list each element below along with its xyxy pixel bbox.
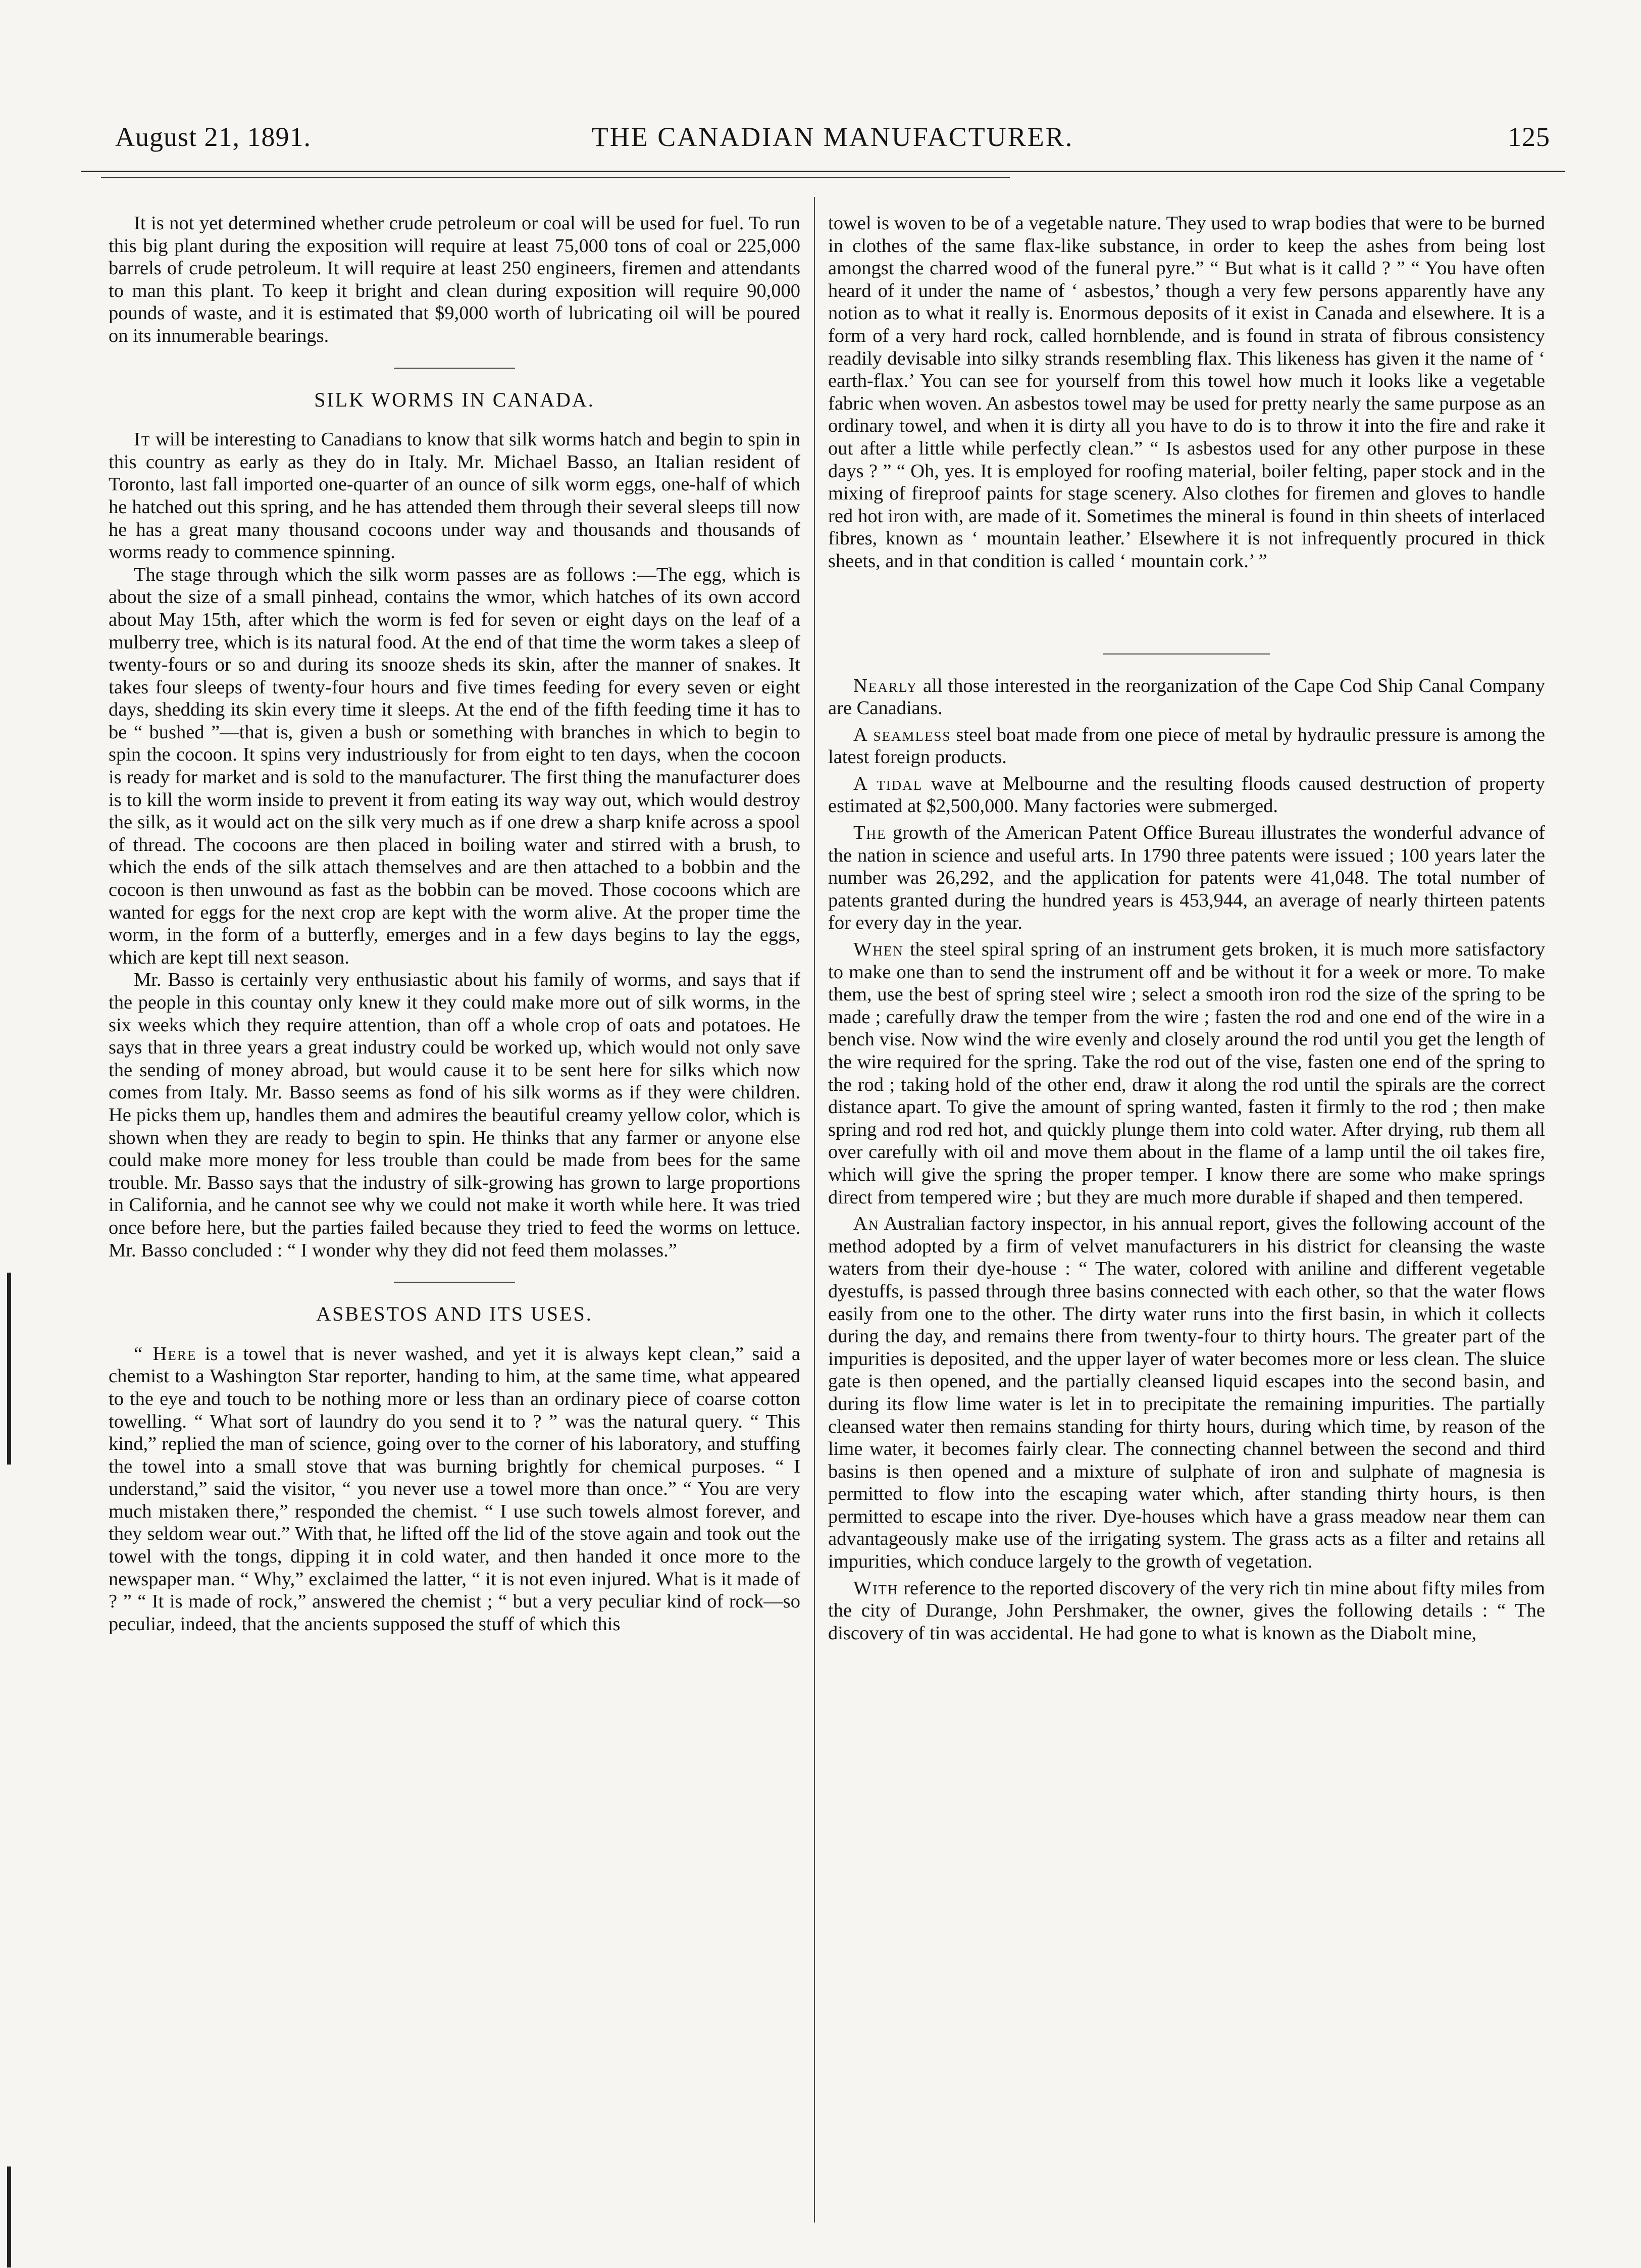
silk-worms-heading: SILK WORMS IN CANADA. bbox=[314, 388, 595, 411]
silk-paragraph-3: Mr. Basso is certainly very enthusiastic about his family of worms, and says that if the people in this countay only knew it they could make more out of silk worms, in the six weeks which they require attention, than off a whole crop of oats and potatoes. He says that in three years a great industry could be worked up, which would not only save the sending of money abroad, but would cause it to be sent here for silks which now comes from Italy. Mr. Basso seems as fond of his silk worms as if they were children. He picks them up, handles them and admires the beautiful creamy yellow color, which is shown when they are ready to begin to spin. He thinks that any farmer or anyone else could make more money for less trouble than could be made from bees for the same trouble. Mr. Basso says that the industry of silk-growing has grown to large proportions in California, and he cannot see why we could not make it worth while here. It was tried once before here, but the parties failed because they tried to feed the worms on lettuce. Mr. Basso concluded : “ I wonder why they did not feed them molasses.” bbox=[109, 969, 800, 1261]
lead-word: The bbox=[853, 822, 887, 844]
scan-edge-mark bbox=[7, 1273, 11, 1465]
tin-mine-item: With reference to the reported discovery of the very rich tin mine about fifty miles from the city of Durange, John Pershmaker, the owner, gives the following details : “ The discovery of tin was accidental. He had gone to what is known as the Diabolt mine, bbox=[828, 1577, 1545, 1644]
lead-word: An bbox=[853, 1213, 880, 1235]
page-number: 125 bbox=[1508, 122, 1550, 152]
steel-boat-item: A seamless steel boat made from one piece of metal by hydraulic pressure is among the latest foreign products. bbox=[828, 724, 1545, 768]
right-column bbox=[828, 212, 1545, 2207]
lead-word: When bbox=[853, 939, 904, 961]
tidal-wave-item: A tidal wave at Melbourne and the resulting floods caused destruction of property estimated at $2,500,000. Many factories were submerged. bbox=[828, 773, 1546, 817]
dye-water-item: An Australian factory inspector, in his annual report, gives the following account of the method adopted by a firm of velvet manufacturers in his district for cleansing the waste waters from their dye-house : “ The water, colored with aniline and different vegetable dyestuffs, is passed through three basins connected with each other, so that the water flows easily from one to the other. The dirty water runs into the first basin, in which it collects during the day, and remains there from twenty-four to thirty hours. The greater part of the impurities is deposited, and the upper layer of water becomes more or less clean. The sluice gate is then opened, and the partially cleansed liquid escapes into the second basin, and during its flow lime water is let in to precipitate the remaining impurities. The partially cleansed water then remains standing for thirty hours, during which time, by reason of the lime water, it becomes fairly clear. The connecting channel between the second and third basins is then opened and a mixture of sulphate of iron and sulphate of magnesia is permitted to flow into the escaping water which, after standing thirty hours, is then permitted to escape into the river. Dye-houses which have a grass meadow near them can advantageously make use of the irrigating system. The grass acts as a filter and retains all impurities, which conduce largely to the growth of vegetation. bbox=[828, 1213, 1545, 1573]
silk-paragraph-2: The stage through which the silk worm passes are as follows :—The egg, which is about the size of a small pinhead, contains the wmor, which hatches of its own accord about May 15th, after which the worm is fed for seven or eight days on the leaf of a mulberry tree, which is its natural food. At the end of that time the worm takes a sleep of twenty-fours or so and during its snooze sheds its skin, after the manner of snakes. It takes four sleeps of twenty-four hours and five times feeding for every seven or eight days, shedding its skin every time it sleeps. At the end of the fifth feeding time it has to be “ bushed ”—that is, given a bush or something with branches in which to begin to spin the cocoon. It spins very industriously for from eight to ten days, when the cocoon is ready for market and is sold to the manufacturer. The first thing the manufacturer does is to kill the worm inside to prevent it from eating its way way out, which would destroy the silk, as it would act on the silk very much as if one drew a sharp knife across a spool of thread. The cocoons are then placed in boiling water and stirred with a brush, to which the ends of the silk attach themselves and are then attached to a bobbin and the cocoon is then unwound as fast as the bobbin can be moved. Those cocoons which are wanted for eggs for the next crop are kept with the worm alive. At the proper time the worm, in the form of a butterfly, emerges and in a few days begins to lay the eggs, which are kept till next season. bbox=[109, 564, 800, 968]
header-rule bbox=[81, 171, 1565, 172]
page-header bbox=[115, 121, 1550, 162]
spring-making-item: When the steel spiral spring of an instrument gets broken, it is much more satisfactory to make one than to send the instrument off and be without it for a week or more. To make them, use the best of spring steel wire ; select a smooth iron rod the size of the spring to be made ; carefully draw the temper from the wire ; fasten the rod and one end of the wire in a bench vise. Now wind the wire evenly and closely around the rod until you get the length of the wire required for the spring. Take the rod out of the vise, fasten one end of the spring to the rod ; taking hold of the other end, draw it along the rod until the spirals are the correct distance apart. To give the amount of spring wanted, fasten it firmly to the rod ; then make spring and rod red hot, and quickly plunge them into cold water. After drying, rub them all over carefully with oil and move them about in the flame of a lamp until the oil takes fire, which will give the spring the proper temper. I know there are some who make springs direct from tempered wire ; but they are much more durable if shaped and then tempered. bbox=[828, 939, 1545, 1208]
section-separator bbox=[394, 368, 515, 369]
section-separator bbox=[394, 1282, 515, 1283]
header-rule-secondary bbox=[101, 177, 1010, 178]
lead-word: “ Here bbox=[134, 1343, 197, 1365]
patent-office-item: The growth of the American Patent Office Bureau illustrates the wonderful advance of the nation in science and useful arts. In 1790 three patents were issued ; 100 years later the number was 26,292, and the application for patents were 41,048. The total number of patents granted during the hundred years is 453,944, an average of nearly thirteen patents for every day in the year. bbox=[828, 822, 1545, 934]
asbestos-continued: towel is woven to be of a vegetable nature. They used to wrap bodies that were to be burned in clothes of the same flax-like substance, in order to keep the ashes from being lost amongst the charred wood of the funeral pyre.” “ But what is it calld ? ” “ You have often heard of it under the name of ‘ asbestos,’ though a very few persons apparently have any notion as to what it really is. Enormous deposits of it exist in Canada and elsewhere. It is a form of a very hard rock, called hornblende, and is found in strata of fibrous consistency readily devisable into silky strands resembling flax. This likeness has given it the name of ‘ earth-flax.’ You can see for yourself from this towel how much it looks like a vegetable fabric when woven. An asbestos towel may be used for pretty nearly the same purpose as an ordinary towel, and when it is dirty all you have to do is to throw it into the fire and rake it out after a little while perfectly clean.” “ Is asbestos used for any other purpose in these days ? ” “ Oh, yes. It is employed for roofing material, boiler felting, paper stock and in the mixing of fireproof paints for stage scenery. Also clothes for firemen and gloves to handle red hot iron with, are made of it. Sometimes the mineral is found in thin sheets of interlaced fibres, known as ‘ mountain leather.’ Elsewhere it is not infrequently procured in thick sheets, and in that condition is called ‘ mountain cork.’ ” bbox=[828, 213, 1545, 572]
scan-edge-mark bbox=[7, 2166, 11, 2267]
lead-word: It bbox=[134, 429, 151, 450]
lead-word: A tidal bbox=[853, 773, 923, 794]
column-divider bbox=[814, 197, 815, 2223]
section-separator bbox=[1103, 653, 1270, 654]
exposition-fuel-paragraph: It is not yet determined whether crude petroleum or coal will be used for fuel. To run this big plant during the exposition will require at least 75,000 tons of coal or 225,000 barrels of crude petroleum. It will require at least 250 engineers, firemen and attendants to man this plant. To keep it bright and clean during exposition will require 90,000 pounds of waste, and it is estimated that $9,000 worth of lubricating oil will be poured on its innumerable bearings. bbox=[109, 213, 800, 346]
lead-word: Nearly bbox=[853, 675, 918, 696]
cape-cod-item: Nearly all those interested in the reorganization of the Cape Cod Ship Canal Company are Canadians. bbox=[828, 675, 1545, 719]
publication-title: THE CANADIAN MANUFACTURER. bbox=[591, 122, 1074, 152]
left-column bbox=[109, 212, 800, 2207]
spacer bbox=[828, 573, 1545, 633]
silk-paragraph-1: It will be interesting to Canadians to know that silk worms hatch and begin to spin in this country as early as they do in Italy. Mr. Michael Basso, an Italian resident of Toronto, last fall imported one-quarter of an ounce of silk worm eggs, one-half of which he hatched out this spring, and he has attended them through their several sleeps till now he has a great many thousand cocoons under way and thousands and thousands of worms ready to commence spinning. bbox=[109, 429, 800, 563]
issue-date: August 21, 1891. bbox=[115, 122, 312, 152]
lead-word: A seamless bbox=[853, 724, 951, 745]
asbestos-heading: ASBESTOS AND ITS USES. bbox=[316, 1302, 593, 1326]
lead-word: With bbox=[853, 1577, 899, 1599]
asbestos-paragraph: “ Here is a towel that is never washed, and yet it is always kept clean,” said a chemist to a Washington Star reporter, handing to him, at the same time, what appeared to the eye and touch to be nothing more or less than an ordinary piece of coarse cotton towelling. “ What sort of laundry do you send it to ? ” was the natural query. “ This kind,” replied the man of science, going over to the corner of his laboratory, and stuffing the towel into a small stove that was burning brightly for chemical purposes. “ I understand,” said the visitor, “ you never use a towel more than once.” “ You are very much mistaken there,” responded the chemist. “ I use such towels almost forever, and they seldom wear out.” With that, he lifted off the lid of the stove again and took out the towel with the tongs, dipping it in cold water, and then handed it once more to the newspaper man. “ Why,” exclaimed the latter, “ it is not even injured. What is it made of ? ” “ It is made of rock,” answered the chemist ; “ but a very peculiar kind of rock—so peculiar, indeed, that the ancients supposed the stuff of which this bbox=[109, 1343, 801, 1635]
